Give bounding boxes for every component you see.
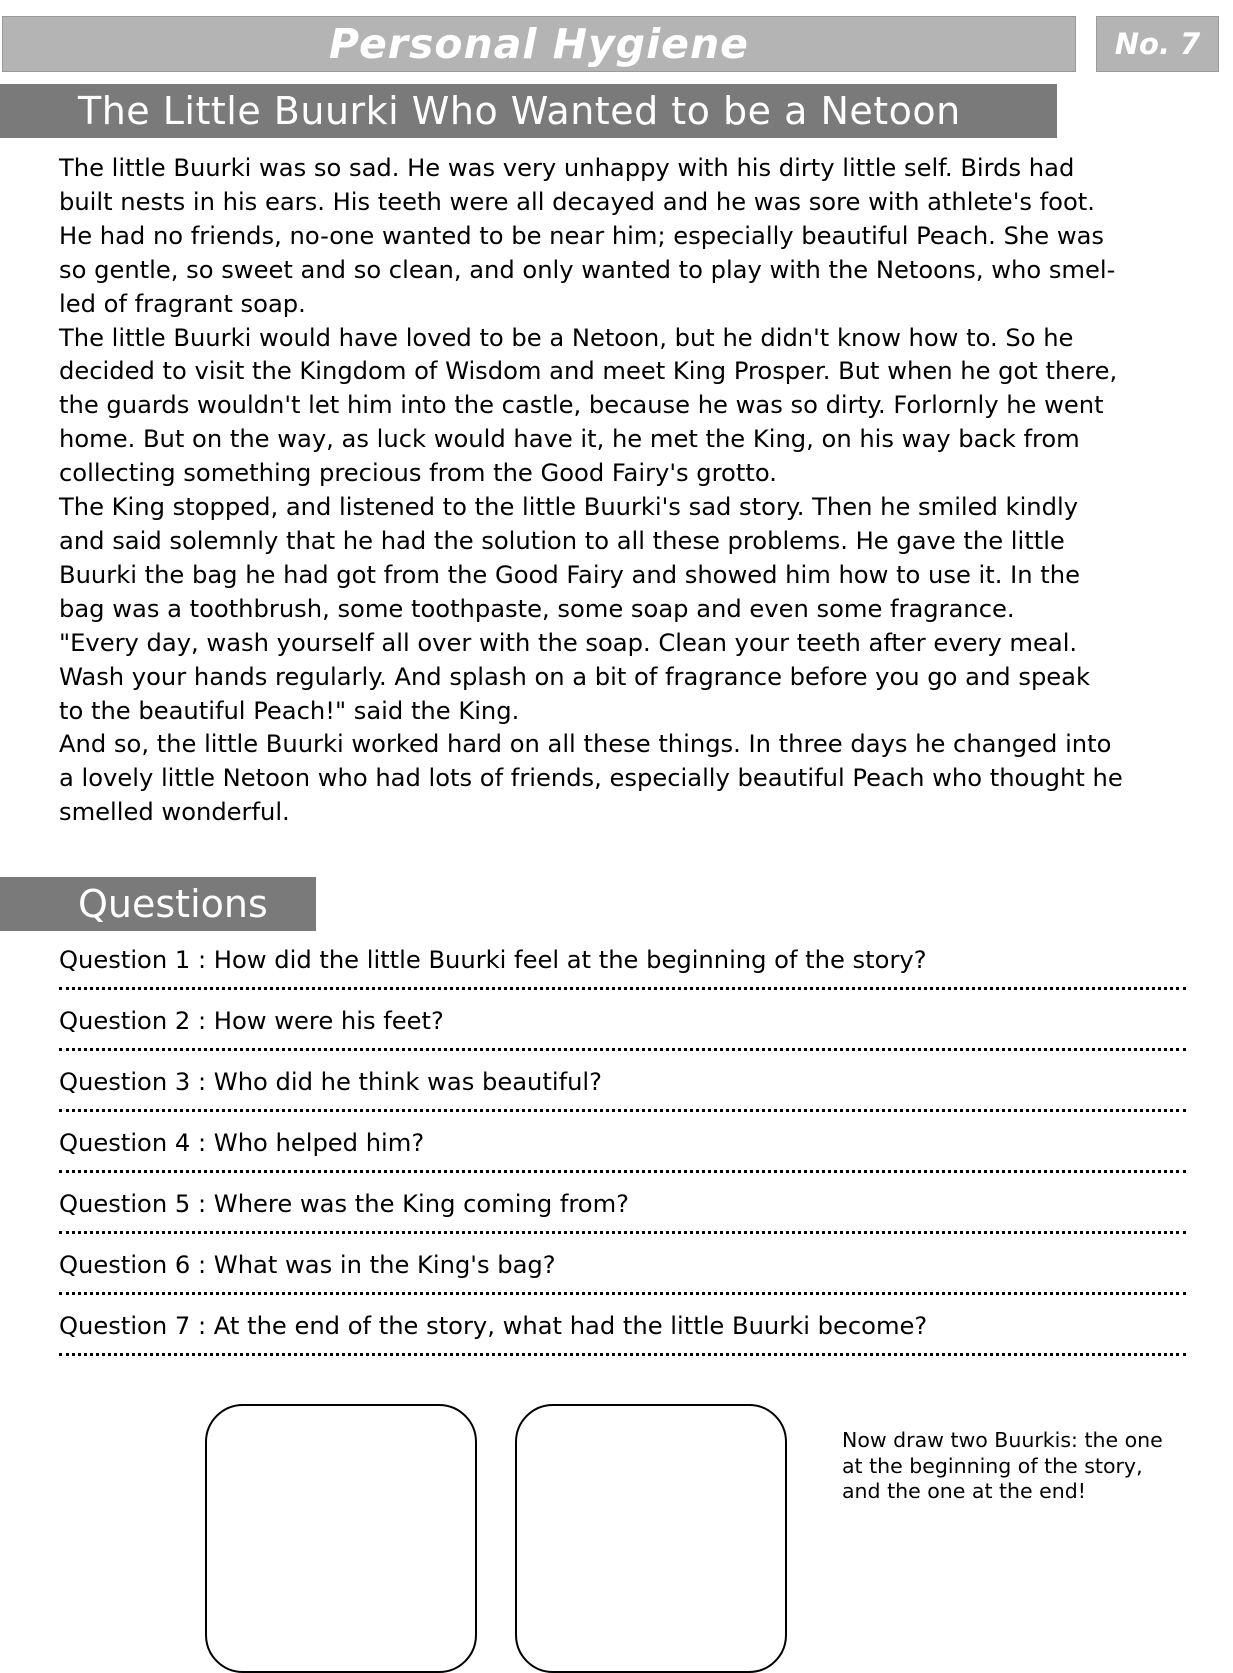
answer-line[interactable] <box>59 1170 1186 1173</box>
question-text: Question 3 : Who did he think was beautiful? <box>59 1068 602 1096</box>
question-item <box>59 1188 1189 1249</box>
story-line: a lovely little Netoon who had lots of friends, especially beautiful Peach who thought he <box>59 764 1123 793</box>
question-text: Question 6 : What was in the King's bag? <box>59 1251 556 1279</box>
question-text: Question 5 : Where was the King coming from? <box>59 1190 630 1218</box>
answer-line[interactable] <box>59 1353 1186 1356</box>
story-line: smelled wonderful. <box>59 798 290 827</box>
story-line: The little Buurki was so sad. He was very unhappy with his dirty little self. Birds had <box>59 154 1075 182</box>
story-line: decided to visit the Kingdom of Wisdom and meet King Prosper. But when he got there, <box>59 357 1118 386</box>
drawing-box-end[interactable] <box>515 1404 787 1673</box>
question-text: Question 2 : How were his feet? <box>59 1007 444 1035</box>
questions-list <box>59 944 1189 1371</box>
story-title: The Little Buurki Who Wanted to be a Netoon <box>78 89 961 133</box>
question-text: Question 1 : How did the little Buurki feel at the beginning of the story? <box>59 946 927 974</box>
story-title-bar <box>0 84 1057 138</box>
question-item <box>59 1066 1189 1127</box>
question-item <box>59 1005 1189 1066</box>
answer-line[interactable] <box>59 1109 1186 1112</box>
story-line: to the beautiful Peach!" said the King. <box>59 696 520 725</box>
story-line: home. But on the way, as luck would have it, he met the King, on his way back from <box>59 425 1080 454</box>
answer-line[interactable] <box>59 987 1186 990</box>
header-bar <box>2 16 1076 72</box>
story-line: And so, the little Buurki worked hard on all these things. In three days he changed into <box>59 730 1112 759</box>
story-line: so gentle, so sweet and so clean, and only wanted to play with the Netoons, who smel- <box>59 255 1116 284</box>
worksheet-number: No. 7 <box>1114 27 1201 61</box>
instruction-line: Now draw two Buurkis: the one <box>842 1428 1163 1452</box>
story-line: and said solemnly that he had the solution to all these problems. He gave the little <box>59 526 1065 555</box>
story-line: led of fragrant soap. <box>59 289 306 318</box>
answer-line[interactable] <box>59 1292 1186 1295</box>
drawing-instructions <box>842 1428 1202 1505</box>
story-line: Buurki the bag he had got from the Good Fairy and showed him how to use it. In the <box>59 560 1080 589</box>
story-line: Wash your hands regularly. And splash on a bit of fragrance before you go and speak <box>59 662 1091 691</box>
question-item <box>59 1310 1189 1371</box>
story-line: "Every day, wash yourself all over with the soap. Clean your teeth after every meal. <box>59 628 1078 657</box>
question-text: Question 7 : At the end of the story, what had the little Buurki become? <box>59 1312 928 1340</box>
story-line: the guards wouldn't let him into the castle, because he was so dirty. Forlornly he went <box>59 391 1104 420</box>
story-line: The King stopped, and listened to the little Buurki's sad story. Then he smiled kindly <box>59 493 1079 522</box>
page-title: Personal Hygiene <box>329 20 749 68</box>
drawing-box-beginning[interactable] <box>205 1404 477 1673</box>
questions-title-bar <box>0 877 316 931</box>
instruction-line: at the beginning of the story, <box>842 1453 1143 1478</box>
questions-title: Questions <box>78 882 268 926</box>
question-item <box>59 944 1189 1005</box>
answer-line[interactable] <box>59 1048 1186 1051</box>
story-line: The little Buurki would have loved to be a Netoon, but he didn't know how to. So he <box>59 323 1074 352</box>
story-line: bag was a toothbrush, some toothpaste, some soap and even some fragrance. <box>59 594 1015 623</box>
question-item <box>59 1249 1189 1310</box>
worksheet-number-box <box>1096 16 1219 72</box>
question-text: Question 4 : Who helped him? <box>59 1129 425 1157</box>
answer-line[interactable] <box>59 1231 1186 1234</box>
instruction-line: and the one at the end! <box>842 1479 1087 1503</box>
story-line: collecting something precious from the Good Fairy's grotto. <box>59 459 777 488</box>
story-line: built nests in his ears. His teeth were all decayed and he was sore with athlete's foot. <box>59 187 1095 216</box>
story-line: He had no friends, no-one wanted to be near him; especially beautiful Peach. She was <box>59 221 1105 250</box>
question-item <box>59 1127 1189 1188</box>
story-text <box>59 152 1199 830</box>
